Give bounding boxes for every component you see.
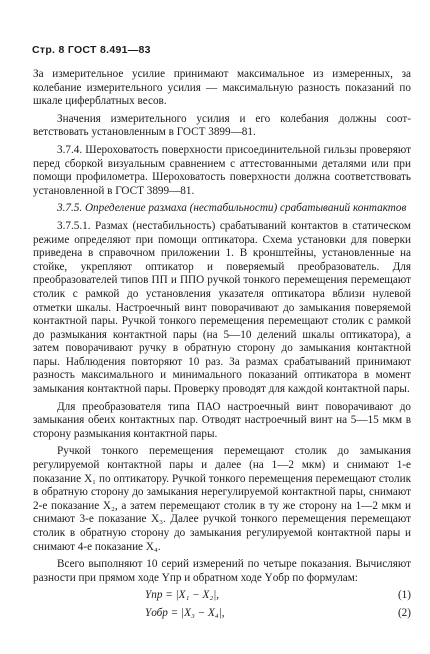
formula-1-number: (1) [397, 589, 411, 602]
paragraph-measuring-force: За измерительное усилие принимают максимальное из измеренных, за колебание измерительного усилия — максимальную разность показаний по шкале циферблатных весов. [33, 68, 411, 108]
formula-2-expression: Yобр = |X₃ − X₄|, [145, 606, 225, 619]
formula-1 [33, 589, 411, 603]
paragraph-series: Всего выполняют 10 серий измерений по четыре показания. Вычисляют разности при прямом ходе Yпр и обратном ходе Yобр по формулам: [33, 558, 411, 584]
formula-1-expression: Yпр = |X₁ − X₂|, [145, 589, 220, 602]
formula-2-number: (2) [397, 606, 411, 619]
paragraph-pao-converter: Для преобразователя типа ПАО настроечный винт поворачивают до замыкания обеих контактных пар. Отводят настроечный винт на 5—15 мкм в сторону размыкания контактной пары. [33, 400, 411, 440]
page-header: Стр. 8 ГОСТ 8.491—83 [32, 44, 151, 56]
section-heading-3-7-5: 3.7.5. Определение размаха (нестабильности) срабатываний контактов [57, 202, 407, 215]
paragraph-3-7-5-1: 3.7.5.1. Размах (нестабильность) срабатываний контактов в статическом режиме определяют при помощи оптикатора. Схема установки для поверки приведена в справочном приложении 1. В кронштейны, установленные на стойке, укрепляют оптикатор и поверяемый преобразователь. Для преобразователей типов ПП и ППО ручкой тонкого перемещения перемещают столик с рамкой до установления указателя оптикатора вблизи нулевой отметки шкалы. Настроечный винт поворачивают до замыкания поверяемой контактной пары. Ручкой тонкого перемещения перемещают столик с рамкой до размыкания контактной пары (на 5—10 делений шкалы оптикатора), а затем поворачивают ручку в обратную сторону до замыкания контактной пары. Наблюдения повторяют 10 раз. За размах срабатываний принимают разность максимального и минимального показаний оптикатора в момент замыкания контактной пары. Проверку проводят для каждой контактной пары. [33, 219, 411, 396]
document-body [33, 68, 411, 625]
formula-2 [33, 607, 411, 621]
paragraph-force-values: Значения измерительного усилия и его колебания должны соответствовать установленным в ГОСТ 3899—81. [33, 112, 411, 139]
paragraph-3-7-4-roughness: 3.7.4. Шероховатость поверхности присоединительной гильзы проверяют перед сборкой визуальным сравнением с аттестованными деталями или при помощи профилометра. Шероховатость поверхности должна соответствовать установленной в ГОСТ 3899—81. [33, 143, 411, 197]
paragraph-readings: Ручкой тонкого перемещения перемещают столик до замыкания регулируемой контактной пары и далее (на 1—2 мкм) и снимают 1-е показание X₁ по оптикатору. Ручкой тонкого перемещения перемещают столик в обратную сторону до замыкания нерегулируемой контактной пары, снимают 2-е показание X₂, а затем перемещают столик в ту же сторону на 1—2 мкм и снимают 3-е показание X₃. Далее ручкой тонкого перемещения перемещают столик в обратную сторону до замыкания регулируемой контактной пары и снимают 4-е показание X₄. [33, 445, 411, 553]
